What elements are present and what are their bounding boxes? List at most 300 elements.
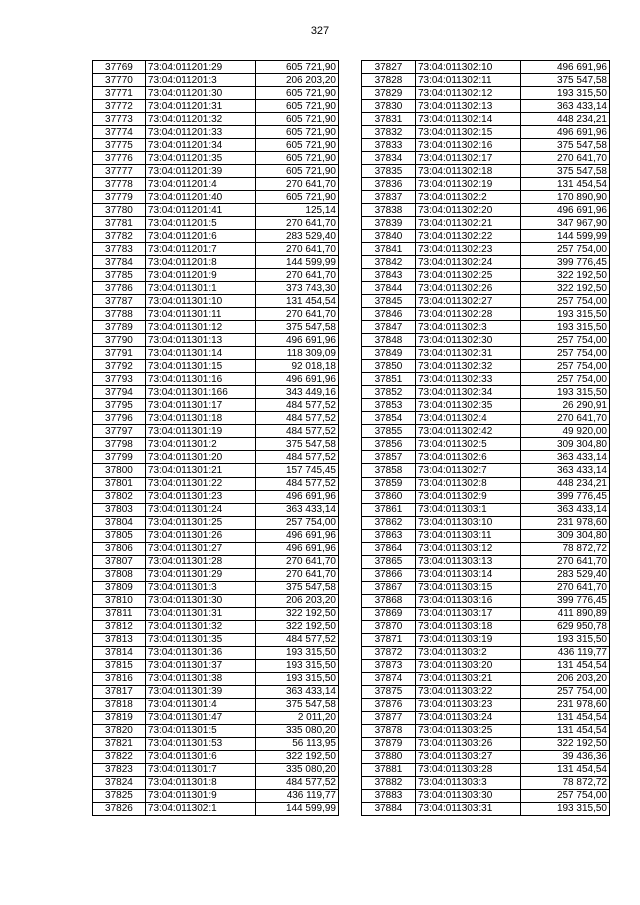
cadastral-number-cell: 73:04:011303:1 (415, 503, 520, 516)
table-row (93, 750, 339, 763)
cadastral-value-cell: 605 721,90 (256, 191, 339, 204)
cadastral-value-cell: 131 454,54 (256, 295, 339, 308)
cadastral-number-cell: 73:04:011301:15 (145, 360, 256, 373)
cadastral-number-cell: 73:04:011302:18 (415, 165, 520, 178)
cadastral-value-cell: 496 691,96 (256, 334, 339, 347)
row-number-cell: 37836 (362, 178, 416, 191)
table-row (362, 776, 610, 789)
table-row (362, 672, 610, 685)
cadastral-number-cell: 73:04:011303:19 (415, 633, 520, 646)
cadastral-number-cell: 73:04:011301:32 (145, 620, 256, 633)
cadastral-number-cell: 73:04:011303:11 (415, 529, 520, 542)
cadastral-value-cell: 629 950,78 (520, 620, 609, 633)
cadastral-number-cell: 73:04:011201:6 (145, 230, 256, 243)
cadastral-value-cell: 257 754,00 (520, 685, 609, 698)
cadastral-number-cell: 73:04:011201:8 (145, 256, 256, 269)
cadastral-number-cell: 73:04:011201:35 (145, 152, 256, 165)
row-number-cell: 37874 (362, 672, 416, 685)
cadastral-value-cell: 270 641,70 (256, 555, 339, 568)
cadastral-number-cell: 73:04:011302:14 (415, 113, 520, 126)
cadastral-number-cell: 73:04:011303:31 (415, 802, 520, 815)
cadastral-value-cell: 56 113,95 (256, 737, 339, 750)
cadastral-value-cell: 605 721,90 (256, 61, 339, 74)
table-row (362, 126, 610, 139)
cadastral-value-cell: 484 577,52 (256, 412, 339, 425)
cadastral-number-cell: 73:04:011303:2 (415, 646, 520, 659)
row-number-cell: 37849 (362, 347, 416, 360)
table-row (93, 477, 339, 490)
row-number-cell: 37875 (362, 685, 416, 698)
cadastral-number-cell: 73:04:011302:26 (415, 282, 520, 295)
table-row (93, 347, 339, 360)
cadastral-number-cell: 73:04:011303:25 (415, 724, 520, 737)
cadastral-value-cell: 322 192,50 (520, 269, 609, 282)
row-number-cell: 37859 (362, 477, 416, 490)
row-number-cell: 37801 (93, 477, 146, 490)
table-row (93, 178, 339, 191)
table-row (362, 763, 610, 776)
table-row (362, 594, 610, 607)
row-number-cell: 37808 (93, 568, 146, 581)
cadastral-number-cell: 73:04:011301:24 (145, 503, 256, 516)
cadastral-value-cell: 39 436,36 (520, 750, 609, 763)
table-row (93, 568, 339, 581)
cadastral-number-cell: 73:04:011301:9 (145, 789, 256, 802)
cadastral-number-cell: 73:04:011302:27 (415, 295, 520, 308)
cadastral-value-cell: 605 721,90 (256, 87, 339, 100)
cadastral-value-cell: 231 978,60 (520, 698, 609, 711)
table-row (362, 204, 610, 217)
table-row (362, 568, 610, 581)
cadastral-number-cell: 73:04:011301:11 (145, 308, 256, 321)
cadastral-value-cell: 2 011,20 (256, 711, 339, 724)
cadastral-number-cell: 73:04:011302:3 (415, 321, 520, 334)
table-row (93, 698, 339, 711)
table-row (93, 152, 339, 165)
cadastral-number-cell: 73:04:011302:30 (415, 334, 520, 347)
cadastral-number-cell: 73:04:011303:17 (415, 607, 520, 620)
row-number-cell: 37798 (93, 438, 146, 451)
row-number-cell: 37839 (362, 217, 416, 230)
table-row (93, 490, 339, 503)
row-number-cell: 37879 (362, 737, 416, 750)
cadastral-value-cell: 322 192,50 (256, 607, 339, 620)
table-row (362, 74, 610, 87)
row-number-cell: 37829 (362, 87, 416, 100)
cadastral-value-cell: 270 641,70 (256, 243, 339, 256)
table-row (362, 555, 610, 568)
row-number-cell: 37774 (93, 126, 146, 139)
row-number-cell: 37854 (362, 412, 416, 425)
table-row (362, 659, 610, 672)
table-row (362, 646, 610, 659)
cadastral-value-cell: 363 433,14 (520, 451, 609, 464)
cadastral-value-cell: 322 192,50 (256, 620, 339, 633)
cadastral-value-cell: 363 433,14 (520, 100, 609, 113)
row-number-cell: 37787 (93, 295, 146, 308)
table-row (362, 685, 610, 698)
cadastral-number-cell: 73:04:011301:5 (145, 724, 256, 737)
table-row (362, 230, 610, 243)
row-number-cell: 37884 (362, 802, 416, 815)
cadastral-number-cell: 73:04:011303:3 (415, 776, 520, 789)
row-number-cell: 37799 (93, 451, 146, 464)
table-row (362, 61, 610, 74)
cadastral-value-cell: 270 641,70 (520, 412, 609, 425)
table-row (362, 100, 610, 113)
cadastral-number-cell: 73:04:011302:5 (415, 438, 520, 451)
cadastral-number-cell: 73:04:011301:10 (145, 295, 256, 308)
cadastral-number-cell: 73:04:011201:3 (145, 74, 256, 87)
cadastral-number-cell: 73:04:011302:10 (415, 61, 520, 74)
cadastral-number-cell: 73:04:011301:17 (145, 399, 256, 412)
cadastral-value-cell: 605 721,90 (256, 139, 339, 152)
cadastral-number-cell: 73:04:011201:31 (145, 100, 256, 113)
row-number-cell: 37867 (362, 581, 416, 594)
table-row (362, 373, 610, 386)
row-number-cell: 37784 (93, 256, 146, 269)
row-number-cell: 37790 (93, 334, 146, 347)
cadastral-value-cell: 206 203,20 (520, 672, 609, 685)
cadastral-value-cell: 322 192,50 (520, 282, 609, 295)
cadastral-value-cell: 496 691,96 (256, 373, 339, 386)
table-row (362, 243, 610, 256)
cadastral-number-cell: 73:04:011302:32 (415, 360, 520, 373)
cadastral-number-cell: 73:04:011303:10 (415, 516, 520, 529)
cadastral-number-cell: 73:04:011201:7 (145, 243, 256, 256)
cadastral-number-cell: 73:04:011201:40 (145, 191, 256, 204)
table-row (93, 737, 339, 750)
cadastral-value-cell: 92 018,18 (256, 360, 339, 373)
row-number-cell: 37858 (362, 464, 416, 477)
cadastral-number-cell: 73:04:011302:28 (415, 308, 520, 321)
cadastral-value-cell: 193 315,50 (256, 672, 339, 685)
cadastral-number-cell: 73:04:011301:31 (145, 607, 256, 620)
table-row (93, 386, 339, 399)
cadastral-number-cell: 73:04:011201:5 (145, 217, 256, 230)
cadastral-number-cell: 73:04:011301:14 (145, 347, 256, 360)
row-number-cell: 37828 (362, 74, 416, 87)
cadastral-number-cell: 73:04:011303:30 (415, 789, 520, 802)
cadastral-number-cell: 73:04:011301:25 (145, 516, 256, 529)
cadastral-value-cell: 496 691,96 (256, 490, 339, 503)
row-number-cell: 37807 (93, 555, 146, 568)
table-row (93, 724, 339, 737)
row-number-cell: 37820 (93, 724, 146, 737)
table-row (93, 607, 339, 620)
cadastral-value-cell: 270 641,70 (256, 217, 339, 230)
table-row (93, 425, 339, 438)
row-number-cell: 37865 (362, 555, 416, 568)
row-number-cell: 37773 (93, 113, 146, 126)
row-number-cell: 37838 (362, 204, 416, 217)
table-row (362, 516, 610, 529)
cadastral-number-cell: 73:04:011303:26 (415, 737, 520, 750)
table-row (362, 282, 610, 295)
cadastral-value-cell: 193 315,50 (256, 646, 339, 659)
row-number-cell: 37780 (93, 204, 146, 217)
cadastral-number-cell: 73:04:011302:23 (415, 243, 520, 256)
cadastral-value-cell: 144 599,99 (256, 802, 339, 815)
table-row (93, 672, 339, 685)
cadastral-value-cell: 322 192,50 (256, 750, 339, 763)
row-number-cell: 37864 (362, 542, 416, 555)
cadastral-number-cell: 73:04:011302:25 (415, 269, 520, 282)
table-row (362, 399, 610, 412)
cadastral-value-cell: 605 721,90 (256, 100, 339, 113)
cadastral-number-cell: 73:04:011303:16 (415, 594, 520, 607)
row-number-cell: 37877 (362, 711, 416, 724)
row-number-cell: 37800 (93, 464, 146, 477)
cadastral-value-cell: 347 967,90 (520, 217, 609, 230)
row-number-cell: 37833 (362, 139, 416, 152)
cadastral-number-cell: 73:04:011301:22 (145, 477, 256, 490)
table-row (362, 113, 610, 126)
table-row (93, 100, 339, 113)
cadastral-value-cell: 411 890,89 (520, 607, 609, 620)
table-row (93, 295, 339, 308)
row-number-cell: 37834 (362, 152, 416, 165)
cadastral-number-cell: 73:04:011302:7 (415, 464, 520, 477)
table-row (93, 685, 339, 698)
cadastral-number-cell: 73:04:011302:16 (415, 139, 520, 152)
table-row (362, 529, 610, 542)
table-row (362, 334, 610, 347)
row-number-cell: 37868 (362, 594, 416, 607)
table-row (93, 74, 339, 87)
cadastral-number-cell: 73:04:011302:11 (415, 74, 520, 87)
cadastral-number-cell: 73:04:011201:33 (145, 126, 256, 139)
table-row (93, 789, 339, 802)
cadastral-value-cell: 231 978,60 (520, 516, 609, 529)
row-number-cell: 37775 (93, 139, 146, 152)
cadastral-number-cell: 73:04:011302:20 (415, 204, 520, 217)
cadastral-number-cell: 73:04:011303:14 (415, 568, 520, 581)
row-number-cell: 37789 (93, 321, 146, 334)
table-row (362, 711, 610, 724)
cadastral-number-cell: 73:04:011301:166 (145, 386, 256, 399)
cadastral-value-cell: 270 641,70 (256, 568, 339, 581)
row-number-cell: 37818 (93, 698, 146, 711)
cadastral-value-cell: 484 577,52 (256, 425, 339, 438)
cadastral-value-cell: 605 721,90 (256, 126, 339, 139)
cadastral-value-cell: 193 315,50 (256, 659, 339, 672)
cadastral-value-cell: 436 119,77 (256, 789, 339, 802)
row-number-cell: 37817 (93, 685, 146, 698)
row-number-cell: 37822 (93, 750, 146, 763)
table-row (93, 659, 339, 672)
row-number-cell: 37845 (362, 295, 416, 308)
row-number-cell: 37788 (93, 308, 146, 321)
row-number-cell: 37824 (93, 776, 146, 789)
cadastral-number-cell: 73:04:011301:8 (145, 776, 256, 789)
cadastral-value-cell: 448 234,21 (520, 113, 609, 126)
cadastral-number-cell: 73:04:011301:6 (145, 750, 256, 763)
cadastral-value-cell: 373 743,30 (256, 282, 339, 295)
cadastral-value-cell: 144 599,99 (520, 230, 609, 243)
cadastral-value-cell: 309 304,80 (520, 438, 609, 451)
cadastral-value-cell: 131 454,54 (520, 724, 609, 737)
cadastral-number-cell: 73:04:011301:35 (145, 633, 256, 646)
table-row (362, 633, 610, 646)
page-number: 327 (310, 25, 330, 37)
table-row (93, 542, 339, 555)
cadastral-value-cell: 375 547,58 (256, 698, 339, 711)
row-number-cell: 37779 (93, 191, 146, 204)
table-row (362, 542, 610, 555)
row-number-cell: 37777 (93, 165, 146, 178)
row-number-cell: 37880 (362, 750, 416, 763)
row-number-cell: 37825 (93, 789, 146, 802)
cadastral-value-cell: 335 080,20 (256, 724, 339, 737)
table-row (362, 256, 610, 269)
row-number-cell: 37813 (93, 633, 146, 646)
cadastral-value-cell: 375 547,58 (256, 581, 339, 594)
cadastral-value-cell: 270 641,70 (520, 581, 609, 594)
cadastral-number-cell: 73:04:011301:4 (145, 698, 256, 711)
table-row (362, 347, 610, 360)
cadastral-number-cell: 73:04:011303:24 (415, 711, 520, 724)
cadastral-value-cell: 496 691,96 (520, 126, 609, 139)
row-number-cell: 37857 (362, 451, 416, 464)
row-number-cell: 37826 (93, 802, 146, 815)
cadastral-number-cell: 73:04:011302:8 (415, 477, 520, 490)
row-number-cell: 37853 (362, 399, 416, 412)
row-number-cell: 37861 (362, 503, 416, 516)
row-number-cell: 37837 (362, 191, 416, 204)
cadastral-number-cell: 73:04:011302:34 (415, 386, 520, 399)
row-number-cell: 37781 (93, 217, 146, 230)
cadastral-number-cell: 73:04:011302:13 (415, 100, 520, 113)
cadastral-value-cell: 484 577,52 (256, 451, 339, 464)
table-row (362, 87, 610, 100)
cadastral-value-cell: 131 454,54 (520, 763, 609, 776)
cadastral-number-cell: 73:04:011201:30 (145, 87, 256, 100)
cadastral-number-cell: 73:04:011302:33 (415, 373, 520, 386)
cadastral-value-cell: 496 691,96 (256, 542, 339, 555)
cadastral-value-cell: 270 641,70 (256, 178, 339, 191)
cadastral-number-cell: 73:04:011201:32 (145, 113, 256, 126)
table-row (362, 737, 610, 750)
row-number-cell: 37809 (93, 581, 146, 594)
table-row (93, 126, 339, 139)
table-row (93, 269, 339, 282)
row-number-cell: 37776 (93, 152, 146, 165)
row-number-cell: 37869 (362, 607, 416, 620)
row-number-cell: 37860 (362, 490, 416, 503)
cadastral-number-cell: 73:04:011303:20 (415, 659, 520, 672)
cadastral-number-cell: 73:04:011302:31 (415, 347, 520, 360)
row-number-cell: 37841 (362, 243, 416, 256)
table-row (93, 763, 339, 776)
cadastral-value-cell: 270 641,70 (256, 308, 339, 321)
cadastral-value-cell: 375 547,58 (256, 438, 339, 451)
cadastral-value-cell: 193 315,50 (520, 633, 609, 646)
table-row (93, 61, 339, 74)
cadastral-value-cell: 496 691,96 (256, 529, 339, 542)
cadastral-number-cell: 73:04:011302:4 (415, 412, 520, 425)
row-number-cell: 37810 (93, 594, 146, 607)
cadastral-value-cell: 399 776,45 (520, 594, 609, 607)
table-row (93, 399, 339, 412)
cadastral-number-cell: 73:04:011301:29 (145, 568, 256, 581)
row-number-cell: 37797 (93, 425, 146, 438)
cadastral-value-cell: 257 754,00 (520, 347, 609, 360)
cadastral-number-cell: 73:04:011303:22 (415, 685, 520, 698)
cadastral-number-cell: 73:04:011201:39 (145, 165, 256, 178)
row-number-cell: 37796 (93, 412, 146, 425)
row-number-cell: 37842 (362, 256, 416, 269)
cadastral-value-cell: 170 890,90 (520, 191, 609, 204)
ledger-table-left (92, 60, 339, 816)
table-row (362, 412, 610, 425)
cadastral-number-cell: 73:04:011302:19 (415, 178, 520, 191)
row-number-cell: 37843 (362, 269, 416, 282)
row-number-cell: 37832 (362, 126, 416, 139)
table-row (93, 555, 339, 568)
cadastral-number-cell: 73:04:011302:1 (145, 802, 256, 815)
row-number-cell: 37872 (362, 646, 416, 659)
cadastral-number-cell: 73:04:011301:3 (145, 581, 256, 594)
cadastral-number-cell: 73:04:011201:29 (145, 61, 256, 74)
cadastral-number-cell: 73:04:011301:53 (145, 737, 256, 750)
row-number-cell: 37803 (93, 503, 146, 516)
row-number-cell: 37846 (362, 308, 416, 321)
row-number-cell: 37835 (362, 165, 416, 178)
cadastral-value-cell: 131 454,54 (520, 659, 609, 672)
cadastral-value-cell: 257 754,00 (520, 334, 609, 347)
cadastral-value-cell: 257 754,00 (520, 373, 609, 386)
cadastral-value-cell: 283 529,40 (520, 568, 609, 581)
cadastral-number-cell: 73:04:011303:12 (415, 542, 520, 555)
cadastral-number-cell: 73:04:011301:21 (145, 464, 256, 477)
cadastral-number-cell: 73:04:011301:28 (145, 555, 256, 568)
row-number-cell: 37823 (93, 763, 146, 776)
table-row (93, 243, 339, 256)
cadastral-value-cell: 343 449,16 (256, 386, 339, 399)
cadastral-number-cell: 73:04:011301:18 (145, 412, 256, 425)
cadastral-number-cell: 73:04:011301:1 (145, 282, 256, 295)
table-row (93, 581, 339, 594)
cadastral-number-cell: 73:04:011303:23 (415, 698, 520, 711)
cadastral-number-cell: 73:04:011302:9 (415, 490, 520, 503)
cadastral-number-cell: 73:04:011301:38 (145, 672, 256, 685)
cadastral-number-cell: 73:04:011301:27 (145, 542, 256, 555)
cadastral-value-cell: 193 315,50 (520, 87, 609, 100)
cadastral-number-cell: 73:04:011302:35 (415, 399, 520, 412)
cadastral-value-cell: 78 872,72 (520, 542, 609, 555)
cadastral-number-cell: 73:04:011201:4 (145, 178, 256, 191)
cadastral-number-cell: 73:04:011201:9 (145, 269, 256, 282)
cadastral-number-cell: 73:04:011201:41 (145, 204, 256, 217)
cadastral-value-cell: 363 433,14 (256, 685, 339, 698)
row-number-cell: 37772 (93, 100, 146, 113)
table-row (93, 516, 339, 529)
table-row (93, 594, 339, 607)
cadastral-value-cell: 270 641,70 (256, 269, 339, 282)
cadastral-number-cell: 73:04:011301:19 (145, 425, 256, 438)
cadastral-value-cell: 448 234,21 (520, 477, 609, 490)
table-row (362, 269, 610, 282)
row-number-cell: 37812 (93, 620, 146, 633)
cadastral-number-cell: 73:04:011301:20 (145, 451, 256, 464)
cadastral-value-cell: 193 315,50 (520, 386, 609, 399)
table-row (93, 308, 339, 321)
cadastral-number-cell: 73:04:011301:16 (145, 373, 256, 386)
table-row (93, 620, 339, 633)
table-row (93, 438, 339, 451)
table-row (362, 386, 610, 399)
